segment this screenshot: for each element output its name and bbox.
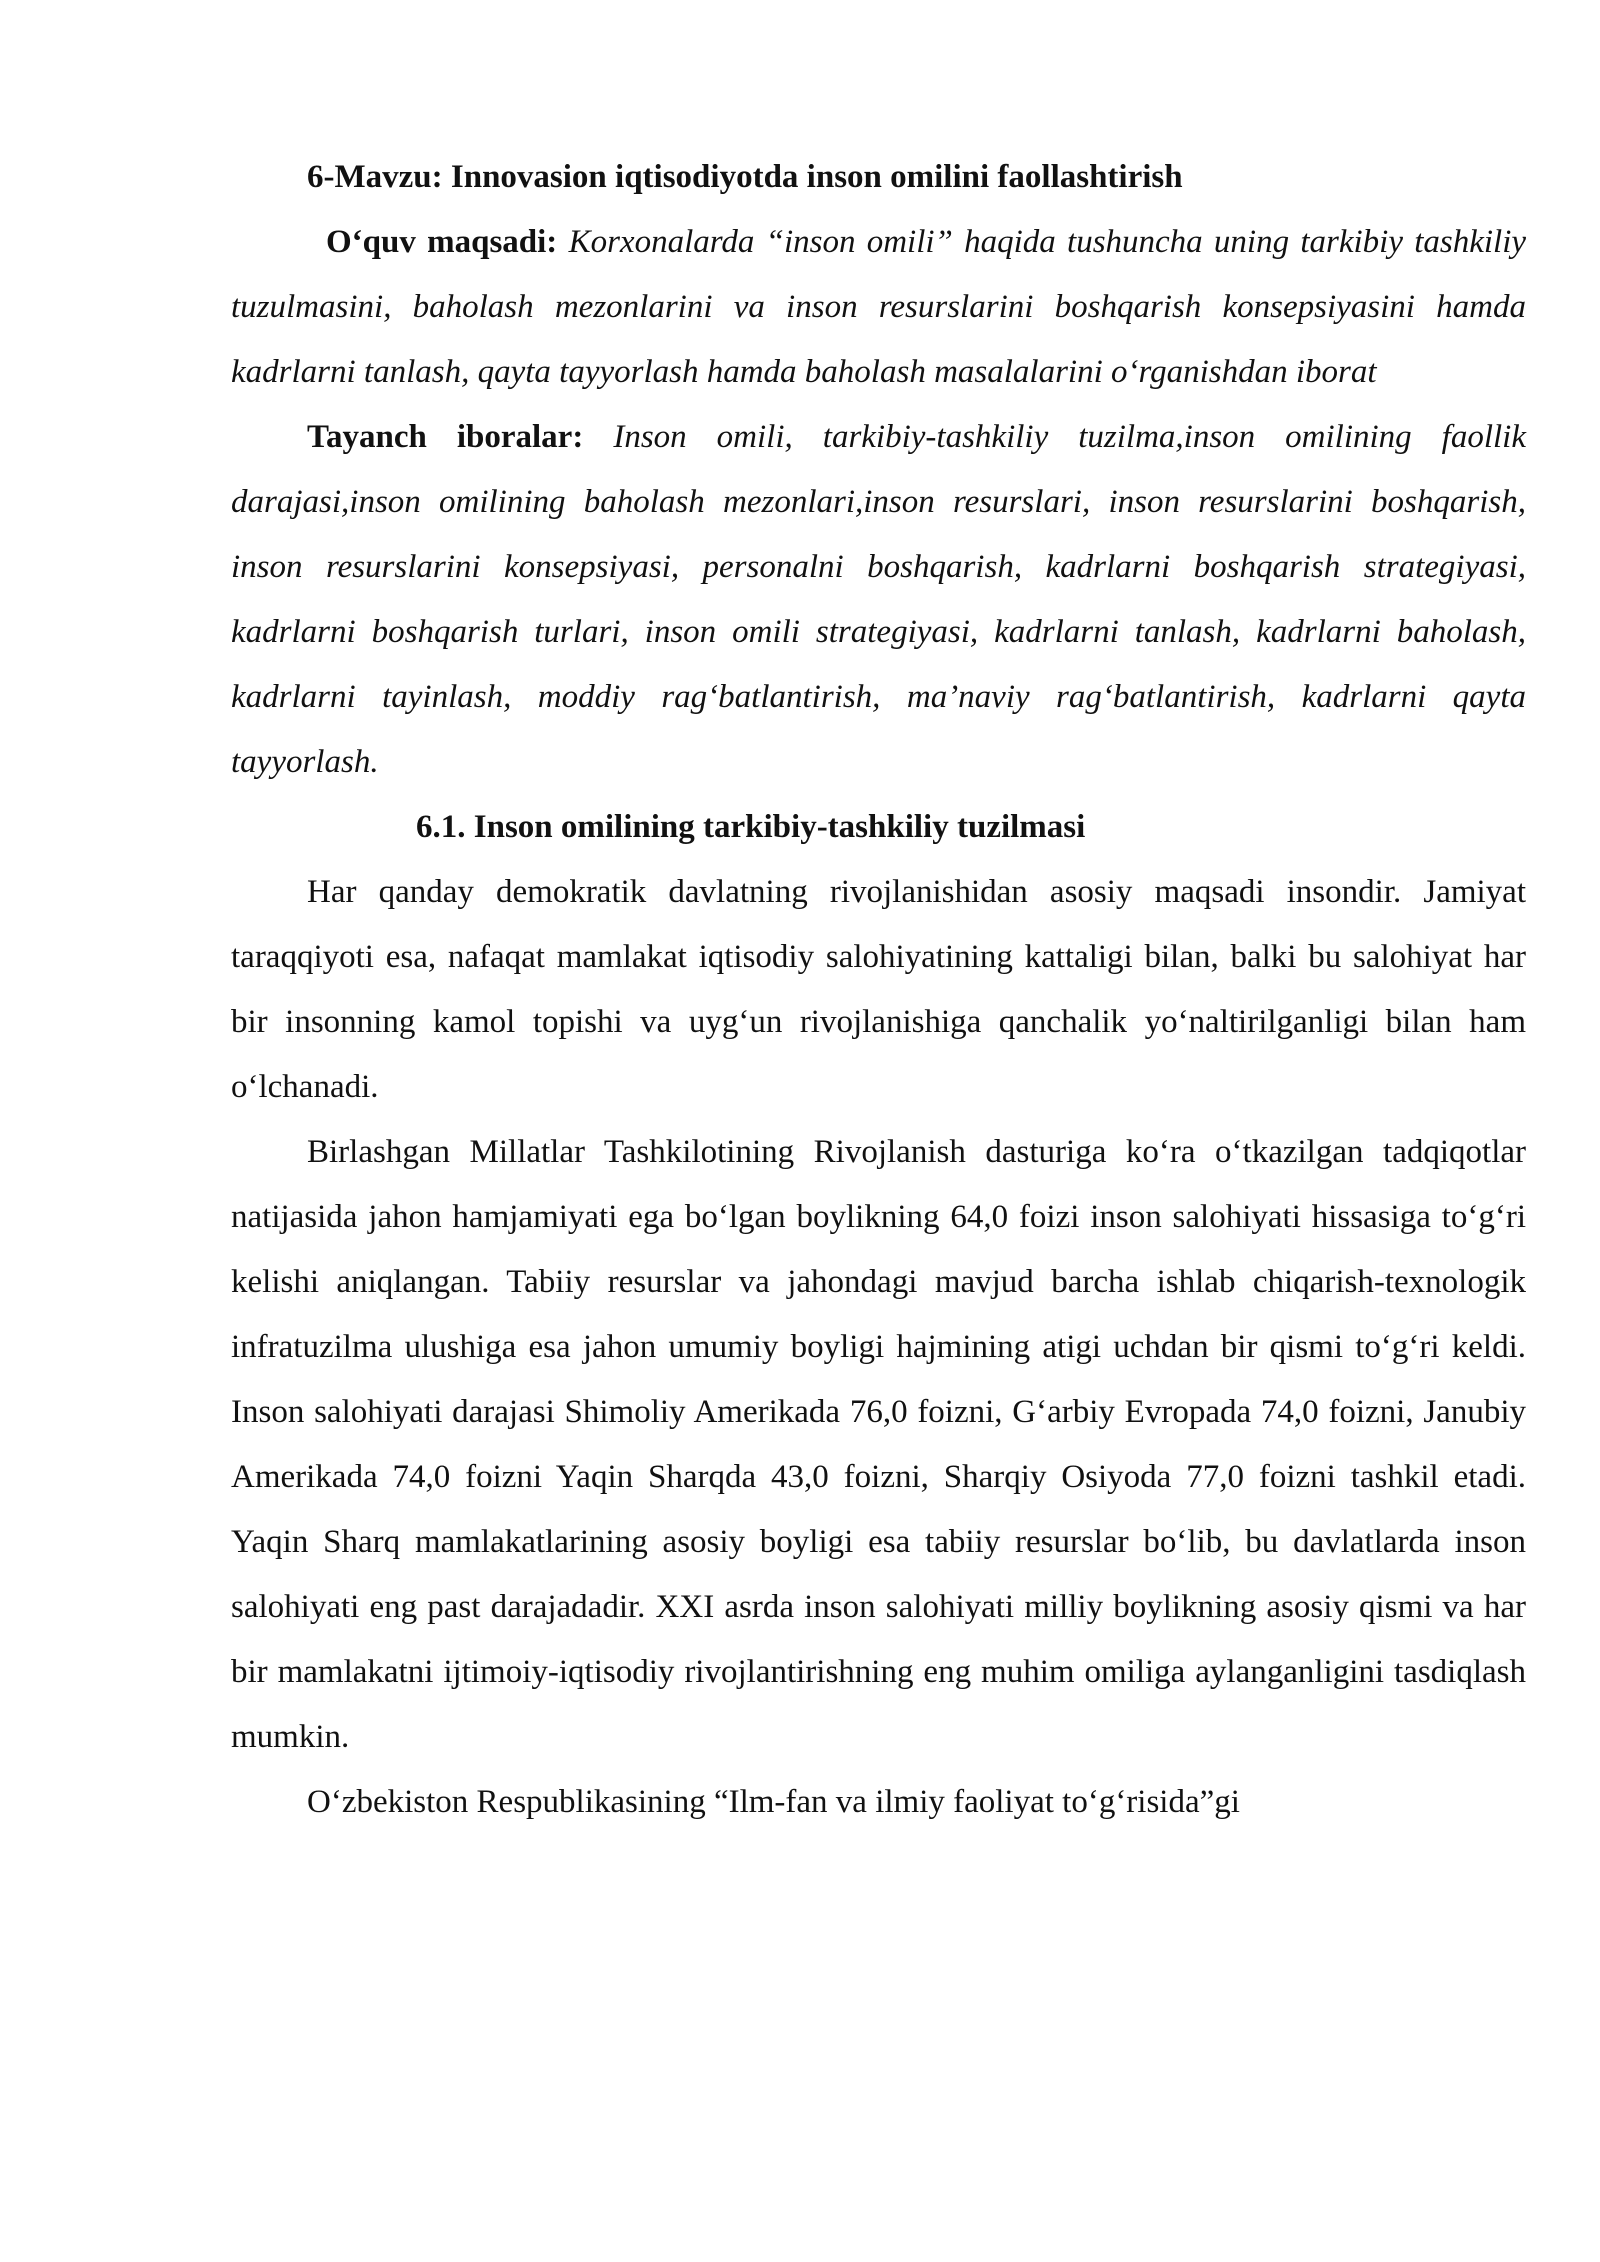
topic-title: 6-Mavzu: Innovasion iqtisodiyotda inson omilini faollashtirish [307,159,1183,195]
goal-text: Korxonalarda “inson omili” haqida tushuncha uning tarkibiy tashkiliy tuzulmasini, baholash mezonlarini va inson resurslarini boshqarish konsepsiyasini hamda kadrlarni tanlash, qayta tayyorlash hamda baholash masalalarini o‘rganishdan iborat [231,224,1527,390]
section-heading: 6.1. Inson omilining tarkibiy-tashkiliy tuzilmasi [416,809,1086,845]
keywords-paragraph [231,405,1526,795]
keywords-label: Tayanch iboralar: [307,419,584,455]
body-paragraph-1: Har qanday demokratik davlatning rivojlanishidan asosiy maqsadi insondir. Jamiyat taraqqiyoti esa, nafaqat mamlakat iqtisodiy salohiyatining kattaligi bilan, balki bu salohiyat har bir insonning kamol topishi va uyg‘un rivojlanishiga qanchalik yo‘naltirilganligi bilan ham o‘lchanadi. [231,874,1526,1105]
body-paragraph-2: Birlashgan Millatlar Tashkilotining Rivojlanish dasturiga ko‘ra o‘tkazilgan tadqiqotlar natijasida jahon hamjamiyati ega bo‘lgan boylikning 64,0 foizi inson salohiyati hissasiga to‘g‘ri kelishi aniqlangan. Tabiiy resurslar va jahondagi mavjud barcha ishlab chiqarish-texnologik infratuzilma ulushiga esa jahon umumiy boyligi hajmining atigi uchdan bir qismi to‘g‘ri keldi. Inson salohiyati darajasi Shimoliy Amerikada 76,0 foizni, G‘arbiy Evropada 74,0 foizni, Janubiy Amerikada 74,0 foizni Yaqin Sharqda 43,0 foizni, Sharqiy Osiyoda 77,0 foizni tashkil etadi. Yaqin Sharq mamlakatlarining asosiy boyligi esa tabiiy resurslar bo‘lib, bu davlatlarda inson salohiyati eng past darajadadir. XXI asrda inson salohiyati milliy boylikning asosiy qismi va har bir mamlakatni ijtimoiy-iqtisodiy rivojlantirishning eng muhim omiliga aylanganligini tasdiqlash mumkin. [231,1134,1526,1755]
goal-paragraph [231,210,1526,405]
keywords-text: Inson omili, tarkibiy-tashkiliy tuzilma,inson omilining faollik darajasi,inson omilining baholash mezonlari,inson resurslari, inson resurslarini boshqarish, inson resurslarini konsepsiyasi, personalni boshqarish, kadrlarni boshqarish strategiyasi, kadrlarni boshqarish turlari, inson omili strategiyasi, kadrlarni tanlash, kadrlarni baholash, kadrlarni tayinlash, moddiy rag‘batlantirish, ma’naviy rag‘batlantirish, kadrlarni qayta tayyorlash. [231,419,1527,780]
trailing-line: O‘zbekiston Respublikasining “Ilm-fan va ilmiy faoliyat to‘g‘risida”gi [307,1784,1240,1820]
goal-label: O‘quv maqsadi: [326,224,558,260]
page-content [231,145,1526,1835]
